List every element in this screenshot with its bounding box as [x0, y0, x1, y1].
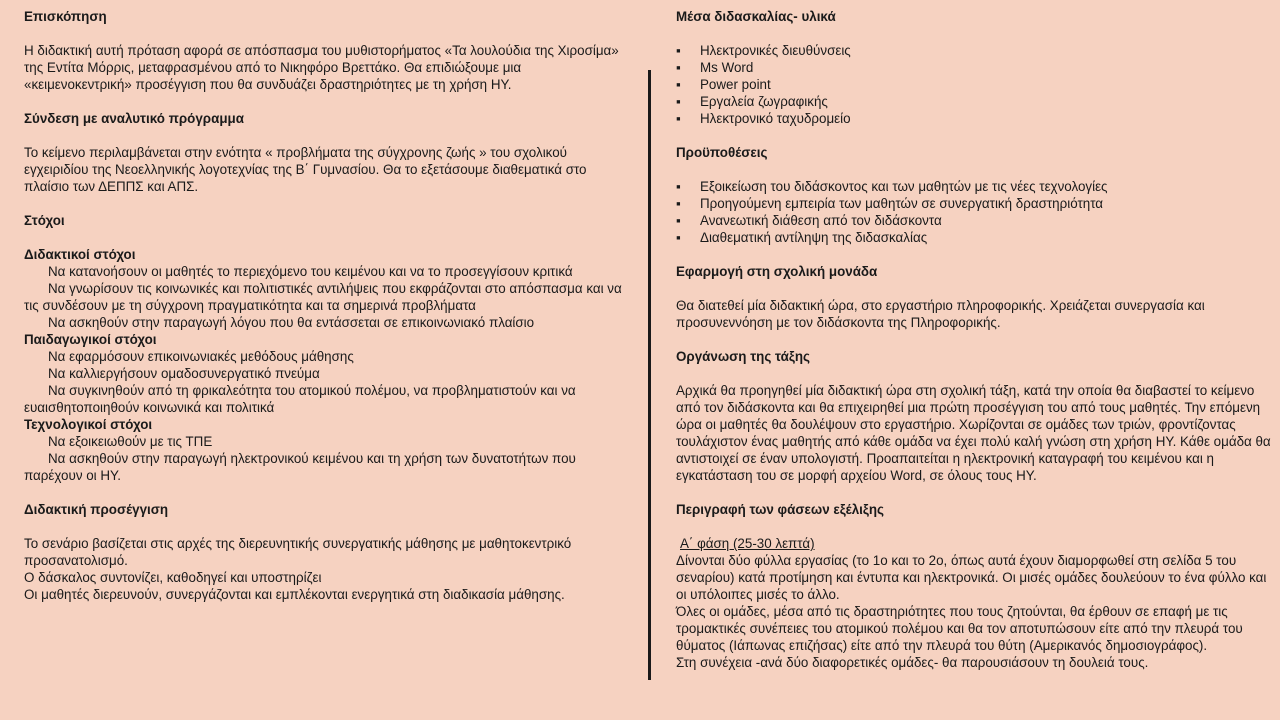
pedagogic-goals-heading: Παιδαγωγικοί στόχοι [24, 332, 157, 347]
list-item: ▪ Εργαλεία ζωγραφικής [676, 94, 828, 109]
organization-paragraph: Αρχικά θα προηγηθεί μία διδακτική ώρα στη σχολική τάξη, κατά την οποία θα διαβαστεί το κείμενο από τον διδάσκοντα και θα επιχειρηθεί μια πρώτη προσέγγιση του από τους μαθητές. Την επόμενη ώρα οι μαθητές θα δουλέψουν στο εργαστήριο. Χωρίζονται σε ομάδες των τριών, φροντίζοντας τουλάχιστον ένας μαθητής από κάθε ομάδα να έχει πολύ καλή γνώση στη χρήση ΗΥ. Κάθε ομάδα θα αντιστοιχεί σε έναν υπολογιστή. Προαπαιτείται η ηλεκτρονική καταγραφή του κειμένου και η εγκατάσταση του σε μορφή αρχείου Word, σε όλους τους ΗΥ. [676, 383, 1271, 483]
didactic-goal-item: Να κατανοήσουν οι μαθητές το περιεχόμενο του κειμένου και να το προσεγγίσουν κριτικά [48, 264, 573, 279]
means-list [676, 42, 1276, 127]
prereq-list [676, 178, 1276, 246]
pedagogic-goal-item: Να καλλιεργήσουν ομαδοσυνεργατικό πνεύμα [48, 366, 320, 381]
bullet-icon: ▪ [676, 60, 681, 75]
phase-line: Στη συνέχεια -ανά δύο διαφορετικές ομάδες- θα παρουσιάσουν τη δουλειά τους. [676, 655, 1149, 670]
phases-heading: Περιγραφή των φάσεων εξέλιξης [676, 502, 884, 517]
means-heading: Μέσα διδασκαλίας- υλικά [676, 9, 836, 24]
list-item: ▪ Ανανεωτική διάθεση από τον διδάσκοντα [676, 213, 942, 228]
bullet-icon: ▪ [676, 94, 681, 109]
application-paragraph: Θα διατεθεί μία διδακτική ώρα, στο εργαστήριο πληροφορικής. Χρειάζεται συνεργασία και προσυνεννόηση με τον διδάσκοντα της Πληροφορικής. [676, 298, 1205, 330]
list-item: ▪ Εξοικείωση του διδάσκοντος και των μαθητών με τις νέες τεχνολογίες [676, 179, 1108, 194]
column-divider [648, 70, 651, 680]
right-column [676, 8, 1276, 671]
phase-label: Α΄ φάση (25-30 λεπτά) [680, 536, 815, 551]
bullet-icon: ▪ [676, 77, 681, 92]
didactic-goal-item: Να ασκηθούν στην παραγωγή λόγου που θα εντάσσεται σε επικοινωνιακό πλαίσιο [48, 315, 535, 330]
phase-line: Δίνονται δύο φύλλα εργασίας (το 1ο και το 2ο, όπως αυτά έχουν διαμορφωθεί στη σελίδα 5 του σεναρίου) κατά προτίμηση και έντυπα και ηλεκτρονικά. Οι μισές ομάδες δουλεύουν το ένα φύλλο και οι υπόλοιπες μισές το άλλο. [676, 553, 1267, 602]
approach-line: Οι μαθητές διερευνούν, συνεργάζονται και εμπλέκονται ενεργητικά στη διαδικασία μάθησης. [24, 587, 565, 602]
list-item: ▪ Power point [676, 77, 771, 92]
overview-heading: Επισκόπηση [24, 9, 107, 24]
list-item: ▪ Ηλεκτρονικό ταχυδρομείο [676, 111, 851, 126]
prereq-heading: Προϋποθέσεις [676, 145, 768, 160]
goals-heading: Στόχοι [24, 213, 65, 228]
bullet-icon: ▪ [676, 179, 681, 194]
bullet-icon: ▪ [676, 196, 681, 211]
approach-line: Το σενάριο βασίζεται στις αρχές της διερευνητικής συνεργατικής μάθησης με μαθητοκεντρικό προσανατολισμό. [24, 536, 572, 568]
curriculum-paragraph: Το κείμενο περιλαμβάνεται στην ενότητα « προβλήματα της σύγχρονης ζωής » του σχολικού εγχειριδίου της Νεοελληνικής λογοτεχνίας της Β΄ Γυμνασίου. Θα το εξετάσουμε διαθεματικά στο πλαίσιο των ΔΕΠΠΣ και ΑΠΣ. [24, 145, 587, 194]
tech-goal-item: Να ασκηθούν στην παραγωγή ηλεκτρονικού κειμένου και τη χρήση των δυνατοτήτων που παρέχουν οι ΗΥ. [24, 451, 576, 483]
didactic-goal-item: Να γνωρίσουν τις κοινωνικές και πολιτιστικές αντιλήψεις που εκφράζονται στο απόσπασμα και να τις συνδέσουν με τη σύγχρονη πραγματικότητα και τα σημερινά προβλήματα [24, 281, 622, 313]
pedagogic-goal-item: Να εφαρμόσουν επικοινωνιακές μεθόδους μάθησης [48, 349, 354, 364]
approach-line: Ο δάσκαλος συντονίζει, καθοδηγεί και υποστηρίζει [24, 570, 322, 585]
list-item: ▪ Διαθεματική αντίληψη της διδασκαλίας [676, 230, 928, 245]
bullet-icon: ▪ [676, 43, 681, 58]
tech-goal-item: Να εξοικειωθούν με τις ΤΠΕ [48, 434, 213, 449]
list-item: ▪ Ηλεκτρονικές διευθύνσεις [676, 43, 851, 58]
phase-line: Όλες οι ομάδες, μέσα από τις δραστηριότητες που τους ζητούνται, θα έρθουν σε επαφή με τις τρομακτικές συνέπειες του ατομικού πολέμου και θα τον αποτυπώσουν είτε από την πλευρά του θύματος (Ιάπωνας επιζήσας) είτε από την πλευρά του θύτη (Αμερικανός δημοσιογράφος). [676, 604, 1243, 653]
application-heading: Εφαρμογή στη σχολική μονάδα [676, 264, 878, 279]
curriculum-heading: Σύνδεση με αναλυτικό πρόγραμμα [24, 111, 244, 126]
left-column [24, 8, 624, 603]
bullet-icon: ▪ [676, 230, 681, 245]
didactic-goals-heading: Διδακτικοί στόχοι [24, 247, 136, 262]
approach-heading: Διδακτική προσέγγιση [24, 502, 169, 517]
bullet-icon: ▪ [676, 111, 681, 126]
pedagogic-goal-item: Να συγκινηθούν από τη φρικαλεότητα του ατομικού πολέμου, να προβληματιστούν και να ευαισθητοποιηθούν κοινωνικά και πολιτικά [24, 383, 576, 415]
list-item: ▪ Προηγούμενη εμπειρία των μαθητών σε συνεργατική δραστηριότητα [676, 196, 1104, 211]
tech-goals-heading: Τεχνολογικοί στόχοι [24, 417, 153, 432]
list-item: ▪ Ms Word [676, 60, 754, 75]
overview-paragraph: Η διδακτική αυτή πρόταση αφορά σε απόσπασμα του μυθιστορήματος «Τα λουλούδια της Χιροσίμα» της Εντίτα Μόρρις, μεταφρασμένου από το Νικηφόρο Βρεττάκο. Θα επιδιώξουμε μια «κειμενοκεντρική» προσέγγιση που θα συνδυάζει δραστηριότητες με τη χρήση ΗΥ. [24, 43, 619, 92]
organization-heading: Οργάνωση της τάξης [676, 349, 810, 364]
bullet-icon: ▪ [676, 213, 681, 228]
